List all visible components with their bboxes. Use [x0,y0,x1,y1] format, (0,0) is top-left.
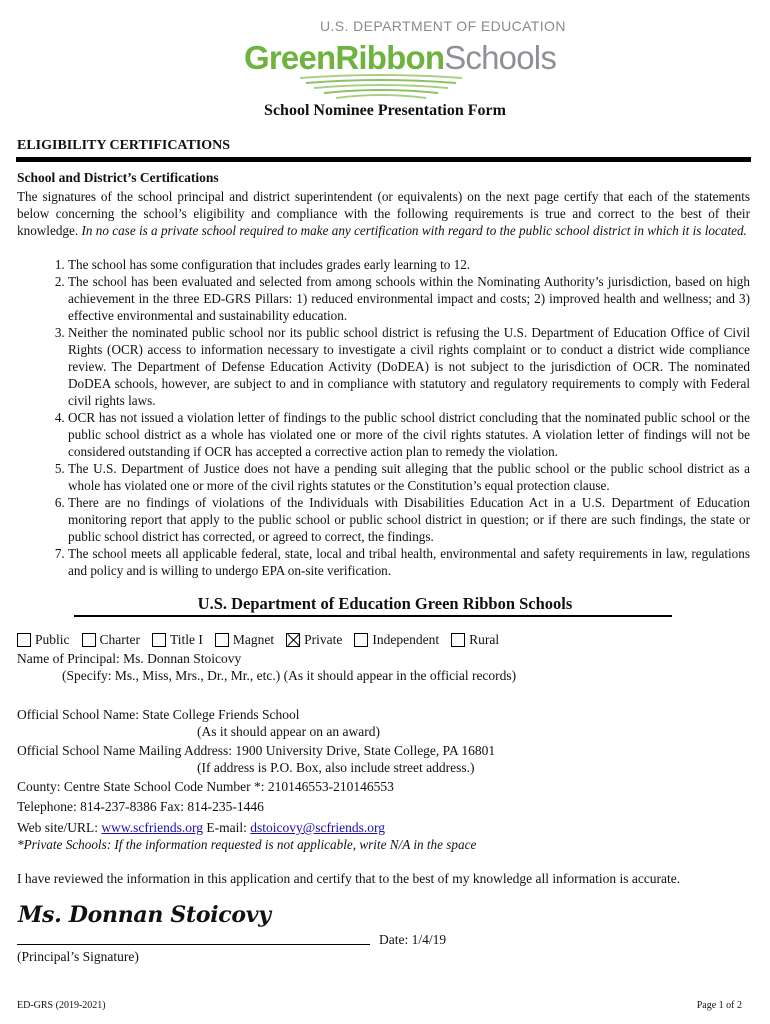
principal-name-hint: (Specify: Ms., Miss, Mrs., Dr., Mr., etc.) (As it should appear in the official records) [62,668,517,683]
department-name: U.S. DEPARTMENT OF EDUCATION [320,18,566,34]
checkbox-charter[interactable] [82,632,140,648]
checkbox-label: Title I [170,632,203,647]
principal-name: Name of Principal: Ms. Donnan Stoicovy [17,651,242,666]
mailing-address-hint: (If address is P.O. Box, also include street address.) [197,760,475,775]
heading-divider [16,157,751,162]
logo-text-green: GreenRibbon [244,39,445,76]
ribbon-swoosh-icon [296,72,466,104]
private-schools-note: *Private Schools: If the information requested is not applicable, write N/A in the space [17,837,477,852]
signature-caption: (Principal’s Signature) [17,949,139,964]
requirement-item: 1. The school has some configuration that includes grades early learning to 12. [68,256,750,273]
checkbox-private[interactable] [286,632,342,648]
checkbox-box[interactable] [215,633,229,647]
certify-statement: I have reviewed the information in this application and certify that to the best of my knowledge all information is accurate. [17,871,681,886]
county-school-code: County: Centre State School Code Number *: 210146553-210146553 [17,779,394,794]
checkbox-label: Independent [372,632,440,647]
checkbox-label: Private [304,632,343,647]
checkbox-box[interactable] [354,633,368,647]
school-type-checkboxes [17,632,499,648]
checkbox-independent[interactable] [354,632,439,648]
certifications-subheading: School and District’s Certifications [17,170,219,185]
email-link[interactable]: dstoicovy@scfriends.org [250,820,386,835]
certifications-intro [17,188,750,239]
requirements-list [17,256,750,579]
checkbox-label: Magnet [232,632,275,647]
eligibility-heading: ELIGIBILITY CERTIFICATIONS [17,138,231,153]
requirement-item: 3. Neither the nominated public school nor its public school district is refusing the U.S. Department of Education Office of Civil Rights (OCR) access to information necessary to investigate a civil rights complaint or to conduct a district wide compliance review. The Department of Defense Education Activity (DoDEA) is not subject to the jurisdiction of OCR. The nominated DoDEA schools, however, are subject to and in compliance with statutory and regulatory requirements to comply with Federal civil rights laws. [68,324,750,409]
signature-line [17,944,370,945]
signature-date: Date: 1/4/19 [379,932,447,947]
website-email-line [17,820,385,836]
checkbox-title-i[interactable] [152,632,203,648]
checkbox-box[interactable] [82,633,96,647]
intro-italic-text: In no case is a private school required to make any certification with regard to the public school district in which it is located. [81,223,747,238]
checkbox-box[interactable] [451,633,465,647]
requirement-item: 5. The U.S. Department of Justice does not have a pending suit alleging that the public school or the public school district as a whole has violated one or more of the civil rights statutes or the Constitution’s equal protection clause. [68,460,750,494]
checkbox-box[interactable] [17,633,31,647]
requirement-item: 6. There are no findings of violations of the Individuals with Disabilities Education Act in a U.S. Department of Education monitoring report that apply to the public school or public school district in question; or if there are such findings, the state or public school district has corrected, or agreed to correct, the findings. [68,494,750,545]
website-link[interactable]: www.scfriends.org [101,820,204,835]
school-name-hint: (As it should appear on an award) [197,724,380,739]
checkbox-label: Rural [469,632,500,647]
mailing-address: Official School Name Mailing Address: 1900 University Drive, State College, PA 16801 [17,743,496,758]
requirement-item: 7. The school meets all applicable federal, state, local and tribal health, environmental and safety requirements in law, regulations and policy and is willing to undergo EPA on-site verification. [68,545,750,579]
section-divider [74,615,672,617]
checkbox-label: Charter [99,632,140,647]
website-label: Web site/URL: [17,820,99,835]
page-number-footer: Page 1 of 2 [696,1000,742,1011]
form-title: School Nominee Presentation Form [264,102,506,119]
requirement-item: 2. The school has been evaluated and selected from among schools within the Nominating Authority’s jurisdiction, based on high achievement in the three ED-GRS Pillars: 1) reduced environmental impact and costs; 2) improved health and wellness; and 3) effective environmental and sustainability education. [68,273,750,324]
principal-signature: Ms. Donnan Stoicovy [18,902,271,928]
checked-box-icon[interactable] [286,633,300,647]
checkbox-box[interactable] [152,633,166,647]
checkbox-magnet[interactable] [215,632,274,648]
logo-text-gray: Schools [444,39,557,76]
checkbox-rural[interactable] [451,632,499,648]
email-label: E-mail: [206,820,247,835]
school-name: Official School Name: State College Friends School [17,707,300,722]
requirement-item: 4. OCR has not issued a violation letter of findings to the public school district concluding that the nominated public school or the public school district as a whole has violated one or more of the civil rights statutes. A violation letter of findings will not be considered outstanding if OCR has accepted a corrective action plan to remedy the violation. [68,409,750,460]
telephone-fax: Telephone: 814-237-8386 Fax: 814-235-1446 [17,799,264,814]
form-id-footer: ED-GRS (2019-2021) [17,1000,106,1011]
school-section-title: U.S. Department of Education Green Ribbon Schools [197,594,573,613]
intro-text: The signatures of the school principal and district superintendent (or equivalents) on the next page certify that each of the statements below concerning the school’s eligibility and compliance with the following requirements is true and correct to the best of their knowledge. [17,189,750,238]
checkbox-label: Public [35,632,70,647]
checkbox-public[interactable] [17,632,70,648]
